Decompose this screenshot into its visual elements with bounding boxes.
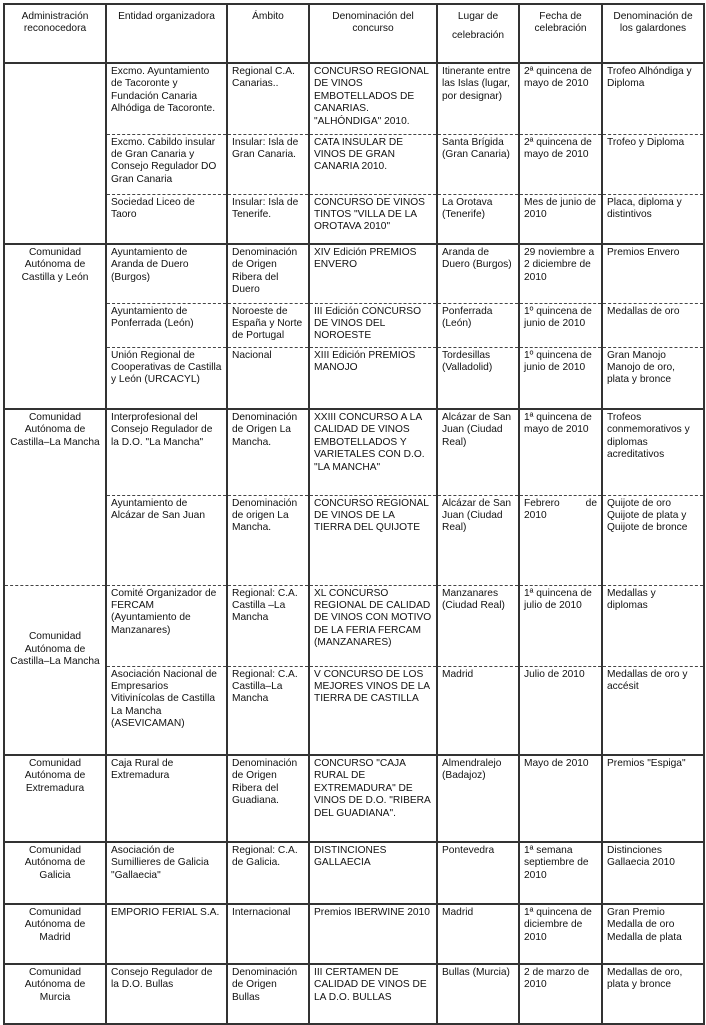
ambito-cell: Denominación de Origen Ribera del Duero [227,244,309,303]
fecha-cell: 1º quincena de junio de 2010 [519,347,602,409]
entidad-cell: EMPORIO FERIAL S.A. [106,904,227,964]
galardones-cell: Premios Envero [602,244,704,303]
header-denominacion: Denominación del concurso [309,4,437,63]
table-row [4,842,704,904]
ambito-cell: Nacional [227,347,309,409]
fecha-cell: 1ª quincena de diciembre de 2010 [519,904,602,964]
admin-cell: Comunidad Autónoma de Murcia [4,964,106,1024]
denominacion-cell: XIII Edición PREMIOS MANOJO [309,347,437,409]
lugar-cell: Bullas (Murcia) [437,964,519,1024]
fecha-cell: Mes de junio de 2010 [519,194,602,244]
entidad-cell: Asociación Nacional de Empresarios Vitivinícolas de Castilla La Mancha (ASEVICAMAN) [106,666,227,755]
denominacion-cell: Premios IBERWINE 2010 [309,904,437,964]
table-row [4,194,704,244]
table-row [4,666,704,755]
table-row [4,303,704,347]
galardones-cell: Premios "Espiga" [602,755,704,842]
header-lugar-line1: Lugar de [457,11,499,22]
ambito-cell: Noroeste de España y Norte de Portugal [227,303,309,347]
lugar-cell: Madrid [437,904,519,964]
denominacion-cell: CONCURSO REGIONAL DE VINOS EMBOTELLADOS DE CANARIAS. "ALHÓNDIGA" 2010. [309,63,437,134]
fecha-year: 2010 [524,509,547,521]
entidad-cell: Asociación de Sumillieres de Galicia "Gallaecia" [106,842,227,904]
fecha-cell: 2 de marzo de 2010 [519,964,602,1024]
denominacion-cell: CONCURSO REGIONAL DE VINOS DE LA TIERRA DEL QUIJOTE [309,495,437,585]
admin-cell: Comunidad Autónoma de Galicia [4,842,106,904]
galardones-cell: Placa, diploma y distintivos [602,194,704,244]
entidad-cell: Excmo. Cabildo insular de Gran Canaria y Consejo Regulador DO Gran Canaria [106,134,227,194]
lugar-cell: Ponferrada (León) [437,303,519,347]
lugar-cell: Pontevedra [437,842,519,904]
denominacion-cell: XXIII CONCURSO A LA CALIDAD DE VINOS EMBOTELLADOS Y VARIETALES CON D.O. "LA MANCHA" [309,409,437,495]
header-lugar [437,4,519,63]
header-row [4,4,704,63]
table-row [4,244,704,303]
lugar-cell: Itinerante entre las Islas (lugar, por designar) [437,63,519,134]
lugar-cell: Manzanares (Ciudad Real) [437,585,519,666]
admin-cell: Comunidad Autónoma de Extremadura [4,755,106,842]
entidad-cell: Sociedad Liceo de Taoro [106,194,227,244]
lugar-cell: Madrid [437,666,519,755]
fecha-de: de [585,497,597,509]
lugar-cell: Alcázar de San Juan (Ciudad Real) [437,495,519,585]
ambito-cell: Regional: C.A. de Galicia. [227,842,309,904]
fecha-cell: 1º quincena de junio de 2010 [519,303,602,347]
denominacion-cell: XL CONCURSO REGIONAL DE CALIDAD DE VINOS CON MOTIVO DE LA FERIA FERCAM (MANZANARES) [309,585,437,666]
ambito-cell: Insular: Isla de Gran Canaria. [227,134,309,194]
table-row [4,63,704,134]
denominacion-cell: DISTINCIONES GALLAECIA [309,842,437,904]
entidad-cell: Consejo Regulador de la D.O. Bullas [106,964,227,1024]
denominacion-cell: III CERTAMEN DE CALIDAD DE VINOS DE LA D.O. BULLAS [309,964,437,1024]
table-row [4,495,704,585]
table-row [4,964,704,1024]
galardones-cell: Medallas de oro y accésit [602,666,704,755]
ambito-cell: Denominación de origen La Mancha. [227,495,309,585]
admin-cell: Comunidad Autónoma de Castilla–La Mancha [4,585,106,755]
galardones-cell: Trofeo Alhóndiga y Diploma [602,63,704,134]
entidad-cell: Interprofesional del Consejo Regulador de la D.O. "La Mancha" [106,409,227,495]
ambito-cell: Internacional [227,904,309,964]
galardones-cell: Quijote de oro Quijote de plata y Quijote de bronce [602,495,704,585]
fecha-cell: 29 noviembre a 2 diciembre de 2010 [519,244,602,303]
ambito-cell: Regional: C.A. Castilla–La Mancha [227,666,309,755]
wine-competitions-table [3,3,705,1025]
fecha-cell: Mayo de 2010 [519,755,602,842]
denominacion-cell: CONCURSO DE VINOS TINTOS "VILLA DE LA OROTAVA 2010" [309,194,437,244]
fecha-cell: 2ª quincena de mayo de 2010 [519,63,602,134]
fecha-cell: 2ª quincena de mayo de 2010 [519,134,602,194]
lugar-cell: Almendralejo (Badajoz) [437,755,519,842]
denominacion-cell: CONCURSO "CAJA RURAL DE EXTREMADURA" DE VINOS DE D.O. "RIBERA DEL GUADIANA". [309,755,437,842]
fecha-cell [519,495,602,585]
fecha-cell: 1ª quincena de julio de 2010 [519,585,602,666]
table-row [4,755,704,842]
denominacion-cell: III Edición CONCURSO DE VINOS DEL NOROESTE [309,303,437,347]
fecha-month: Febrero [524,497,560,509]
table-row [4,585,704,666]
header-ambito: Ámbito [227,4,309,63]
ambito-cell: Regional: C.A. Castilla –La Mancha [227,585,309,666]
admin-cell: Comunidad Autónoma de Castilla–La Mancha [4,409,106,585]
galardones-cell: Gran Premio Medalla de oro Medalla de plata [602,904,704,964]
table-row [4,134,704,194]
admin-cell: Comunidad Autónoma de Castilla y León [4,244,106,409]
galardones-cell: Medallas de oro [602,303,704,347]
lugar-cell: Tordesillas (Valladolid) [437,347,519,409]
lugar-cell: Aranda de Duero (Burgos) [437,244,519,303]
table-row [4,347,704,409]
denominacion-cell: V CONCURSO DE LOS MEJORES VINOS DE LA TIERRA DE CASTILLA [309,666,437,755]
header-admin: Administración reconocedora [4,4,106,63]
fecha-cell: 1ª semana septiembre de 2010 [519,842,602,904]
denominacion-cell: XIV Edición PREMIOS ENVERO [309,244,437,303]
admin-cell [4,63,106,244]
ambito-cell: Denominación de Origen Bullas [227,964,309,1024]
ambito-cell: Denominación de Origen La Mancha. [227,409,309,495]
entidad-cell: Ayuntamiento de Aranda de Duero (Burgos) [106,244,227,303]
galardones-cell: Trofeo y Diploma [602,134,704,194]
lugar-cell: La Orotava (Tenerife) [437,194,519,244]
ambito-cell: Denominación de Origen Ribera del Guadiana. [227,755,309,842]
table-row [4,904,704,964]
ambito-cell: Insular: Isla de Tenerife. [227,194,309,244]
entidad-cell: Ayuntamiento de Alcázar de San Juan [106,495,227,585]
galardones-cell: Gran Manojo Manojo de oro, plata y bronce [602,347,704,409]
fecha-justified [524,498,597,510]
galardones-cell: Distinciones Gallaecia 2010 [602,842,704,904]
header-fecha: Fecha de celebración [519,4,602,63]
ambito-cell: Regional C.A. Canarias.. [227,63,309,134]
entidad-cell: Ayuntamiento de Ponferrada (León) [106,303,227,347]
lugar-cell: Alcázar de San Juan (Ciudad Real) [437,409,519,495]
table-row [4,409,704,495]
entidad-cell: Unión Regional de Cooperativas de Castilla y León (URCACYL) [106,347,227,409]
entidad-cell: Excmo. Ayuntamiento de Tacoronte y Fundación Canaria Alhódiga de Tacoronte. [106,63,227,134]
fecha-cell: 1ª quincena de mayo de 2010 [519,409,602,495]
header-lugar-line2: celebración [451,30,505,42]
entidad-cell: Caja Rural de Extremadura [106,755,227,842]
header-entidad: Entidad organizadora [106,4,227,63]
admin-cell: Comunidad Autónoma de Madrid [4,904,106,964]
galardones-cell: Medallas y diplomas [602,585,704,666]
galardones-cell: Medallas de oro, plata y bronce [602,964,704,1024]
fecha-cell: Julio de 2010 [519,666,602,755]
denominacion-cell: CATA INSULAR DE VINOS DE GRAN CANARIA 2010. [309,134,437,194]
galardones-cell: Trofeos conmemorativos y diplomas acreditativos [602,409,704,495]
entidad-cell: Comité Organizador de FERCAM (Ayuntamiento de Manzanares) [106,585,227,666]
lugar-cell: Santa Brígida (Gran Canaria) [437,134,519,194]
header-galardones: Denominación de los galardones [602,4,704,63]
